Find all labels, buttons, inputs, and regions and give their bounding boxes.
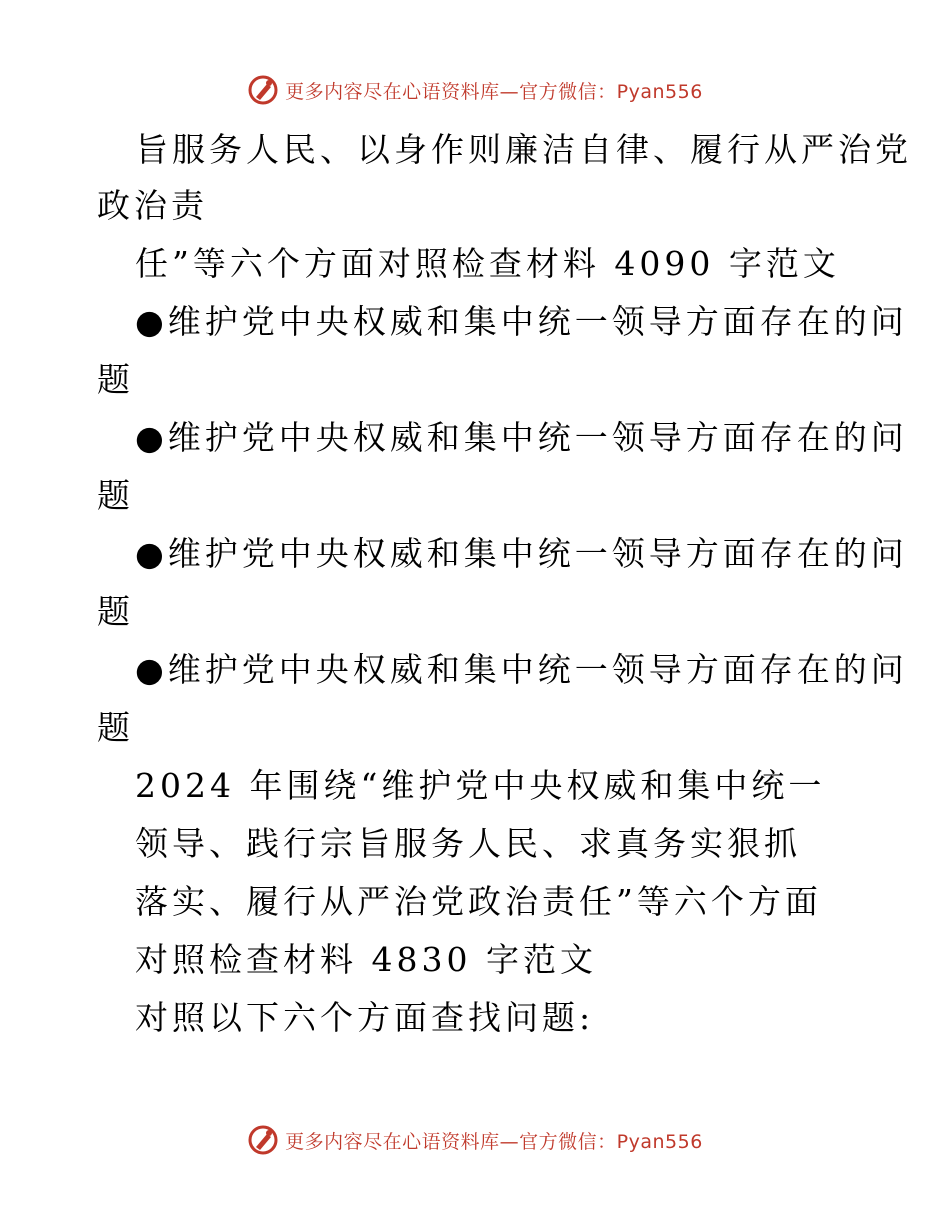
body-line: ●维护党中央权威和集中统一领导方面存在的问: [135, 650, 908, 689]
header-banner-text: 更多内容尽在心语资料库—官方微信：Pyan556: [285, 80, 703, 103]
body-line: 对照检查材料 4830 字范文: [135, 940, 597, 979]
header-banner-inner: [247, 74, 703, 106]
body-line: 政治责: [97, 186, 208, 225]
body-line: 对照以下六个方面查找问题:: [135, 998, 595, 1037]
body-line: 题: [97, 360, 134, 399]
footer-banner-inner: [247, 1124, 703, 1156]
footer-banner: [0, 1120, 950, 1160]
header-banner: [0, 70, 950, 110]
body-line: 领导、践行宗旨服务人民、求真务实狠抓: [135, 824, 801, 863]
pen-seal-icon: [247, 1124, 279, 1156]
body-line: 题: [97, 708, 134, 747]
body-line: 旨服务人民、以身作则廉洁自律、履行从严治党: [135, 130, 912, 169]
body-line: 2024 年围绕“维护党中央权威和集中统一: [135, 766, 826, 805]
body-line: 题: [97, 592, 134, 631]
body-line: ●维护党中央权威和集中统一领导方面存在的问: [135, 534, 908, 573]
footer-banner-text: 更多内容尽在心语资料库—官方微信：Pyan556: [285, 1130, 703, 1153]
body-line: ●维护党中央权威和集中统一领导方面存在的问: [135, 302, 908, 341]
body-line: 题: [97, 476, 134, 515]
pen-seal-icon: [247, 74, 279, 106]
body-line: 落实、履行从严治党政治责任”等六个方面: [135, 882, 822, 921]
body-line: ●维护党中央权威和集中统一领导方面存在的问: [135, 418, 908, 457]
body-line: 任”等六个方面对照检查材料 4090 字范文: [135, 244, 840, 283]
